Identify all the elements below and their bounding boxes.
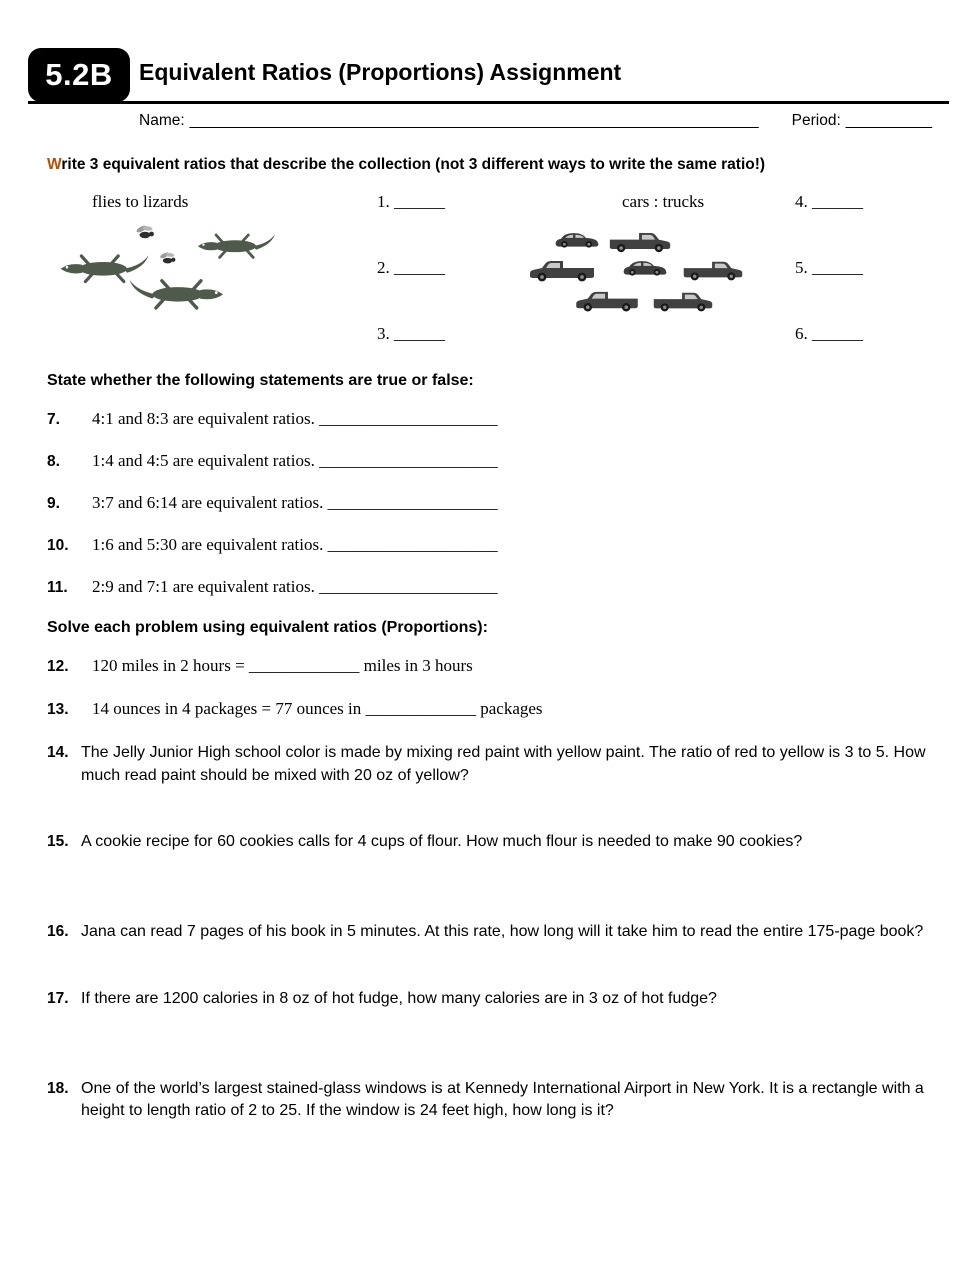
problem-row [47, 921, 932, 944]
statement-row [47, 535, 932, 555]
truck-icon [527, 257, 597, 283]
item-number: 9. [47, 495, 60, 512]
problem-row [47, 742, 932, 787]
statement-row [47, 409, 932, 429]
page-title: Equivalent Ratios (Proportions) Assignment [139, 59, 622, 85]
name-blank-line: __________________________________________________________________ [189, 112, 759, 129]
statement-row [47, 577, 932, 597]
fly-icon [159, 251, 178, 265]
instruction-first-letter: W [47, 156, 62, 173]
statement-text: 2:9 and 7:1 are equivalent ratios. _____________________ [92, 577, 498, 596]
item-number: 14. [47, 744, 69, 761]
true-false-section [47, 372, 932, 597]
problem-text: If there are 1200 calories in 8 oz of hot fudge, how many calories are in 3 oz of hot fudge? [81, 989, 717, 1007]
item-number: 13. [47, 701, 69, 718]
header-divider [28, 101, 949, 104]
name-period-row [47, 112, 932, 130]
flies-lizards-label: flies to lizards [92, 192, 189, 211]
item-number: 7. [47, 411, 60, 428]
problem-row [47, 1078, 932, 1123]
answer-blank-2: 2. ______ [377, 258, 445, 277]
fly-icon [135, 224, 157, 240]
item-number: 10. [47, 537, 69, 554]
item-number: 15. [47, 833, 69, 851]
problem-text: 120 miles in 2 hours = _____________ miles in 3 hours [92, 656, 473, 675]
item-number: 17. [47, 989, 69, 1007]
problem-row [47, 831, 932, 854]
statement-row [47, 451, 932, 471]
statement-text: 3:7 and 6:14 are equivalent ratios. ____________________ [92, 493, 498, 512]
answer-blank-5: 5. ______ [795, 258, 863, 277]
problem-text: Jana can read 7 pages of his book in 5 minutes. At this rate, how long will it take him to read the entire 175-page book? [81, 923, 924, 941]
collections-section [47, 156, 932, 360]
problem-text: 14 ounces in 4 packages = 77 ounces in _____________ packages [92, 699, 543, 718]
answer-blank-3: 3. ______ [377, 324, 445, 343]
problems-heading: Solve each problem using equivalent ratios (Proportions): [47, 619, 488, 636]
collection-area [47, 186, 932, 360]
problem-text: The Jelly Junior High school color is made by mixing red paint with yellow paint. The ratio of red to yellow is 3 to 5. How much read paint should be mixed with 20 oz of yellow? [81, 744, 926, 784]
answer-blank-1: 1. ______ [377, 192, 445, 211]
problem-row [47, 656, 932, 676]
statement-text: 1:4 and 4:5 are equivalent ratios. _____________________ [92, 451, 498, 470]
item-number: 11. [47, 579, 68, 596]
car-icon [553, 230, 601, 249]
answer-blank-6: 6. ______ [795, 324, 863, 343]
problem-text: A cookie recipe for 60 cookies calls for 4 cups of flour. How much flour is needed to make 90 cookies? [81, 833, 803, 851]
problem-text: One of the world’s largest stained-glass windows is at Kennedy International Airport in New York. It is a rectangle with a height to length ratio of 2 to 25. If the window is 24 feet high, how long is it? [81, 1079, 924, 1120]
instruction-rest: rite 3 equivalent ratios that describe the collection (not 3 different ways to write the same ratio!) [61, 156, 766, 173]
problem-row [47, 699, 932, 719]
name-label: Name: [139, 112, 185, 129]
lizard-icon [193, 228, 277, 263]
item-number: 8. [47, 453, 60, 470]
truck-icon [651, 289, 715, 313]
statement-text: 4:1 and 8:3 are equivalent ratios. _____________________ [92, 409, 498, 428]
item-number: 12. [47, 658, 69, 675]
true-false-heading: State whether the following statements are true or false: [47, 372, 474, 389]
cars-trucks-collection [525, 228, 757, 320]
period-label: Period: [791, 112, 841, 129]
answer-blank-4: 4. ______ [795, 192, 863, 211]
truck-icon [573, 288, 641, 313]
header [47, 48, 932, 130]
problems-section [47, 619, 932, 1123]
item-number: 16. [47, 923, 69, 941]
cars-trucks-label: cars : trucks [622, 192, 705, 211]
truck-icon [681, 258, 745, 282]
period-blank-line: __________ [845, 112, 932, 129]
lizard-icon [127, 272, 229, 315]
truck-icon [607, 229, 673, 254]
collections-instruction [47, 156, 932, 174]
header-top [47, 48, 932, 104]
statement-text: 1:6 and 5:30 are equivalent ratios. ____________________ [92, 535, 498, 554]
lesson-badge: 5.2B [28, 48, 130, 102]
car-icon [621, 258, 669, 277]
statement-row [47, 493, 932, 513]
item-number: 18. [47, 1079, 69, 1097]
problem-row [47, 988, 932, 1011]
flies-lizards-collection [55, 224, 317, 320]
